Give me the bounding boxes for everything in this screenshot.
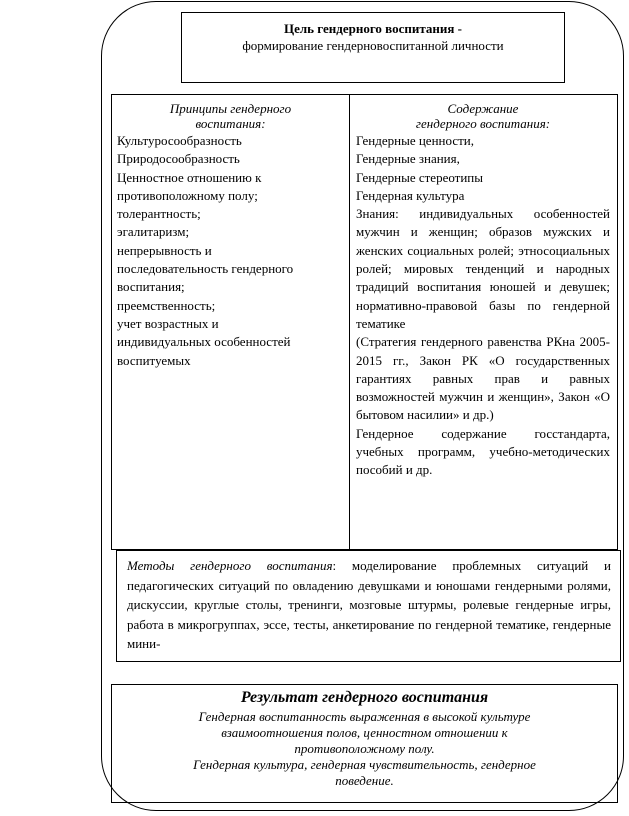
result-line: поведение. (335, 773, 394, 788)
methods-label: Методы гендерного воспитания (127, 558, 333, 573)
content-item: Гендерные ценности, (356, 133, 474, 148)
result-box (111, 684, 618, 803)
principle-item: воспитуемых (117, 352, 191, 368)
result-line: взаимоотношения полов, ценностном отношении к (221, 725, 508, 740)
principle-item: преемственность; (117, 297, 216, 313)
principles-heading-line: Принципы гендерного (169, 101, 292, 116)
content-heading-line: Содержание (447, 101, 519, 116)
methods-text: : моделирование проблемных ситуаций и педагогических ситуаций по овладению девушками и юношами гендерными ролями, дискуссии, круглые столы, тренинги, мозговые штурмы, ролевые гендерные игры, работа в микрогруппах, эссе, тесты, анкетирование по гендерной тематике, гендерные мини- (127, 558, 611, 651)
result-line: Гендерная культура, гендерная чувствительность, гендерное (193, 757, 536, 772)
principles-content-table (111, 94, 618, 550)
principle-item: Культуросообразность (117, 133, 242, 148)
result-title: Результат гендерного воспитания (240, 689, 489, 706)
principles-heading (117, 101, 344, 131)
principle-item: последовательность гендерного (117, 261, 294, 277)
content-laws: (Стратегия гендерного равенства РКна 2005-2015 гг., Закон РК «О государственных гарантиях равных прав и равных возможностей мужчин и женщин», Закон «О бытовом насилии» и др.) (356, 334, 610, 423)
principle-item: воспитания; (117, 279, 185, 295)
content-heading (356, 101, 610, 131)
principle-item: индивидуальных особенностей (117, 334, 291, 350)
principle-item: Природосообразность (117, 151, 240, 167)
principle-item: эгалитаризм; (117, 224, 190, 240)
content-standard: Гендерное содержание госстандарта, учебных программ, учебно-методических пособий и др. (356, 425, 610, 478)
result-line: противоположному полу. (294, 741, 435, 756)
principle-item: непрерывность и (117, 242, 212, 258)
goal-box (181, 12, 565, 83)
content-item: Гендерные знания, (356, 151, 460, 167)
result-line: Гендерная воспитанность выраженная в высокой культуре (198, 709, 531, 724)
principles-heading-line: воспитания: (195, 116, 266, 131)
content-column (350, 95, 617, 549)
content-item: Гендерная культура (356, 187, 465, 203)
content-heading-line: гендерного воспитания: (415, 116, 551, 131)
principle-item: Ценностное отношению к (117, 169, 262, 185)
principle-item: толерантность; (117, 206, 201, 222)
content-item: Гендерные стереотипы (356, 169, 483, 185)
principle-item: учет возрастных и (117, 315, 219, 331)
content-knowledge: Знания: индивидуальных особенностей мужчин и женщин; образов мужских и женских социальных ролей; этносоциальных ролей; мировых тенденций и народных традиций воспитания юношей и девушек; нормативно-правовой базы по гендерной тематике (356, 206, 610, 331)
goal-title: Цель гендерного воспитания - (283, 21, 462, 36)
principles-column (112, 95, 350, 549)
goal-subtitle: формирование гендерновоспитанной личности (242, 38, 504, 53)
methods-box (116, 550, 621, 662)
principle-item: противоположному полу; (117, 187, 258, 203)
